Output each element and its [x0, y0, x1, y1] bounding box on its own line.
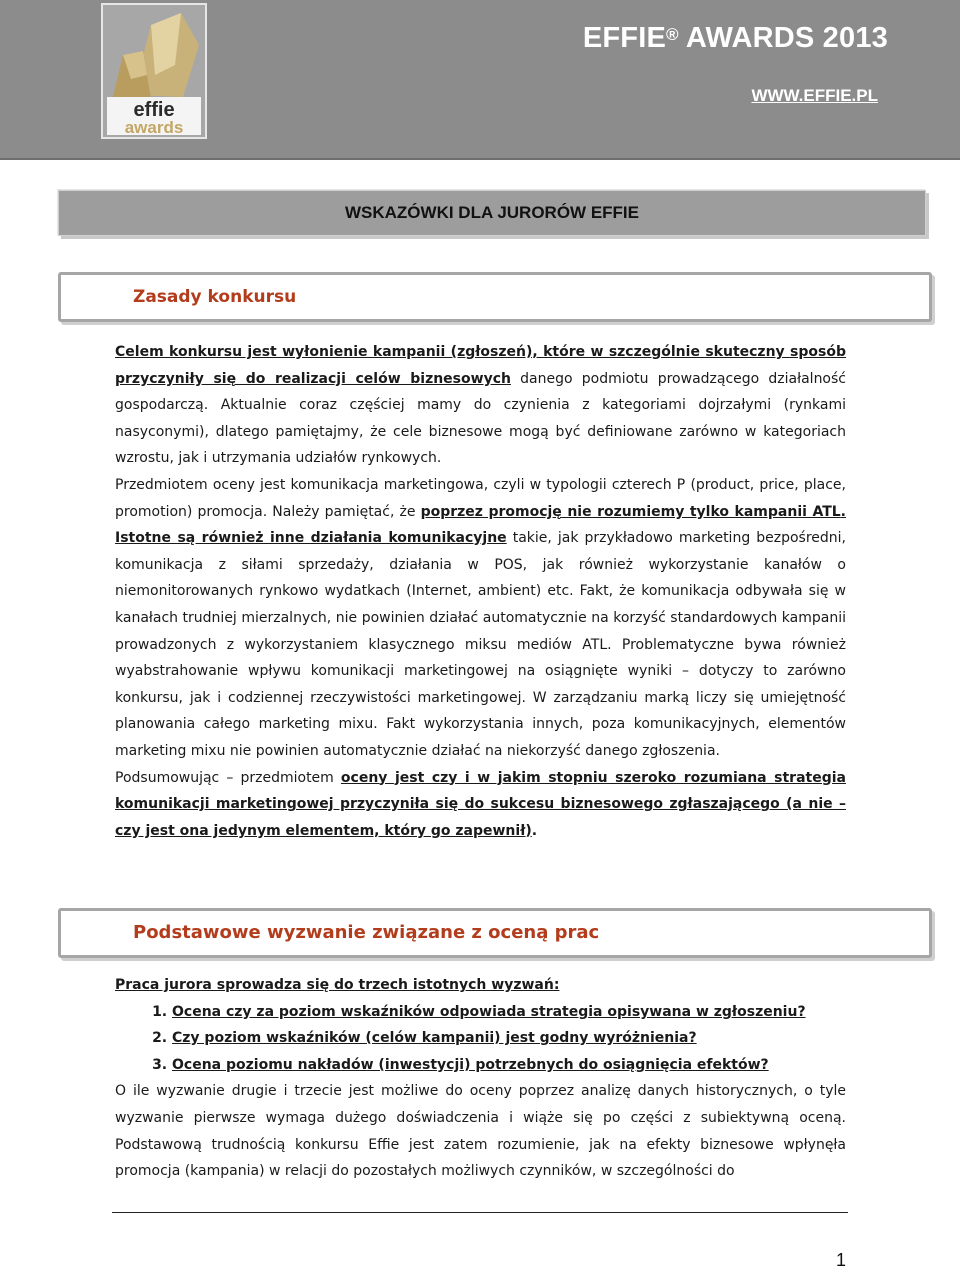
paragraph-summary: Podsumowując – przedmiotem oceny jest czy i w jakim stopniu szeroko rozumiana strategia komunikacji marketingowej przyczyniła się do sukcesu biznesowego zgłaszającego (a nie – czy jest ona jedynym elementem, który go zapewnił). — [115, 769, 846, 839]
page-number: 1 — [836, 1250, 847, 1270]
page-header — [0, 0, 960, 160]
section-heading-box-challenge — [58, 908, 932, 958]
challenge-body — [115, 972, 846, 1185]
paragraph-subject: Przedmiotem oceny jest komunikacja marketingowa, czyli w typologii czterech P (product, price, place, promotion) promocja. Należy pamiętać, że poprzez promocję nie rozumiemy tylko kampanii ATL. Istotne są również inne działania komunikacyjne takie, jak przykładowo marketing bezpośredni, komunikacja z siłami sprzedaży, działania w POS, jak również wykorzystanie kanałów o niemonitorowanych rynkowo wydatkach (Internet, ambient) etc. Fakt, że komunikacja odbywała się w kanałach trudniej mierzalnych, nie powinien działać automatycznie na korzyść standardowych kampanii prowadzonych z wykorzystaniem klasycznego miksu mediów ATL. Problematyczne bywa również wyabstrahowanie wpływu komunikacji marketingowej na osiągnięte wyniki – dotyczy to zarówno konkursu, jak i codziennej rzeczywistości marketingowej. W zarządzaniu marką liczy się umiejętność planowania całego marketing mixu. Fakt wykorzystania innych, poza komunikacyjnych, elementów marketing mixu nie powinien automatycznie działać na niekorzyść danego zgłoszenia. — [115, 476, 846, 759]
effie-awards-logo — [101, 3, 207, 139]
challenge-intro: Praca jurora sprowadza się do trzech istotnych wyzwań: — [115, 977, 560, 993]
header-title: EFFIE® AWARDS 2013 — [582, 22, 888, 54]
list-item: 2. Czy poziom wskaźników (celów kampanii) jest godny wyróżnienia? — [172, 1025, 846, 1052]
logo-text-effie: effie — [133, 99, 175, 121]
list-item: 1. Ocena czy za poziom wskaźników odpowiada strategia opisywana w zgłoszeniu? — [172, 999, 846, 1026]
section-heading-rules: Zasady konkursu — [133, 287, 297, 307]
list-item: 3. Ocena poziomu nakładów (inwestycji) potrzebnych do osiągnięcia efektów? — [172, 1052, 846, 1079]
logo-text-awards: awards — [124, 118, 184, 137]
rules-body — [115, 339, 846, 844]
challenge-paragraph: O ile wyzwanie drugie i trzecie jest możliwe do oceny poprzez analizę danych historycznych, o tyle wyzwanie pierwsze wymaga dużego doświadczenia i wiąże się po części z subiektywną oceną. Podstawową trudnością konkursu Effie jest zatem rozumienie, jak na efekty biznesowe wpłynęła promocja (kampania) w relacji do pozostałych możliwych czynników, w szczególności do — [115, 1083, 846, 1180]
paragraph-goal: Celem konkursu jest wyłonienie kampanii (zgłoszeń), które w szczególnie skuteczny sposób przyczyniły się do realizacji celów biznesowych danego podmiotu prowadzącego działalność gospodarczą. Aktualnie coraz częściej mamy do czynienia z kategoriami dojrzałymi (rynkami nasyconymi), dlatego pamiętajmy, że cele biznesowe mogą być definiowane zarówno w kategoriach wzrostu, jak i utrzymania udziałów rynkowych. — [115, 344, 846, 467]
document-title: WSKAZÓWKI DLA JURORÓW EFFIE — [58, 190, 926, 236]
section-heading-box-rules — [58, 272, 932, 322]
challenge-list — [115, 999, 846, 1079]
footer-divider — [112, 1212, 848, 1213]
section-heading-challenge: Podstawowe wyzwanie związane z oceną prac — [133, 922, 600, 943]
website-link[interactable]: WWW.EFFIE.PL — [751, 86, 878, 105]
registered-mark: ® — [666, 25, 679, 44]
